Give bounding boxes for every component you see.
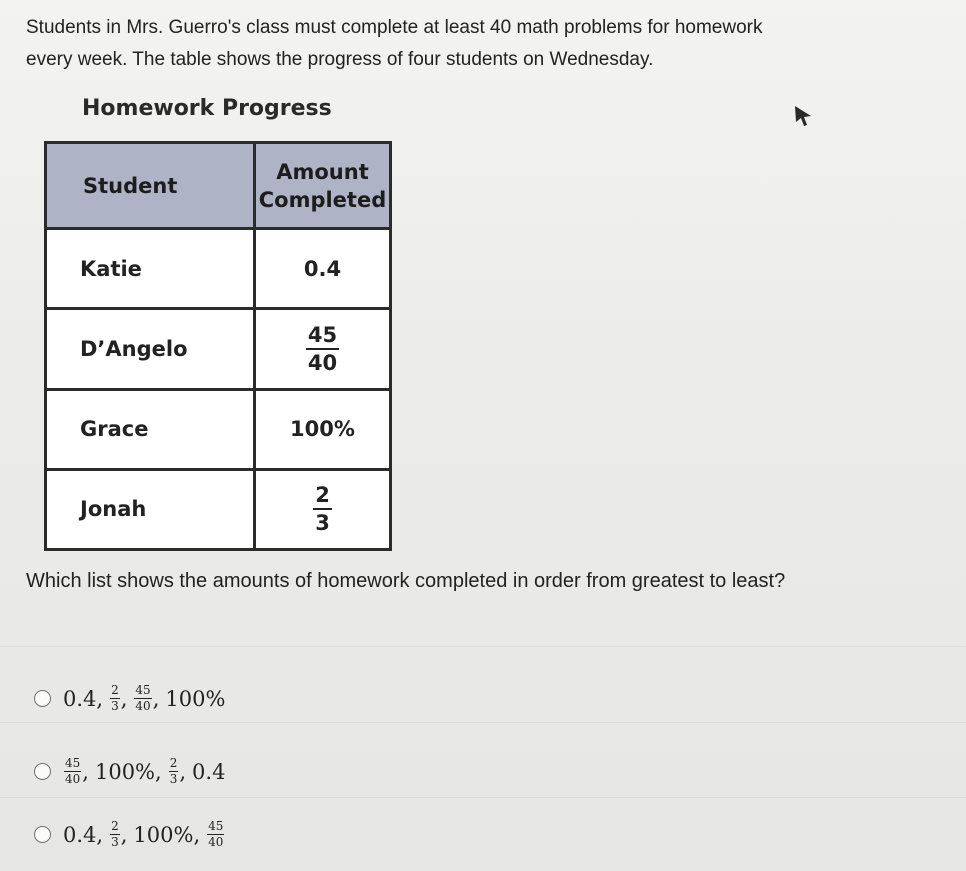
header-amount-line-1: Amount — [276, 159, 369, 184]
problem-line-2: every week. The table shows the progress of four students on Wednesday. — [26, 49, 654, 70]
amount-value: 100% — [255, 389, 391, 469]
separator: , — [82, 759, 89, 784]
fraction-numerator: 2 — [111, 683, 119, 697]
radio-circle-icon[interactable] — [34, 763, 51, 780]
option-text[interactable] — [63, 820, 225, 849]
divider — [0, 797, 966, 798]
fraction-numerator: 2 — [111, 819, 119, 833]
homework-progress-table — [44, 141, 392, 551]
option-fraction — [207, 820, 224, 849]
mouse-pointer-icon — [793, 104, 813, 130]
divider — [0, 646, 966, 647]
header-amount-completed — [255, 143, 391, 229]
fraction-denominator: 3 — [315, 511, 330, 536]
answer-option-3[interactable] — [34, 820, 225, 849]
problem-line-1: Students in Mrs. Guerro's class must complete at least 40 math problems for homework — [26, 17, 763, 38]
option-value: 100% — [133, 822, 194, 847]
option-fraction — [110, 684, 120, 713]
divider — [0, 722, 966, 723]
separator: , — [120, 686, 128, 711]
option-fraction — [134, 684, 151, 713]
option-fraction — [110, 820, 120, 849]
separator: , — [193, 822, 201, 847]
separator: , — [155, 759, 162, 784]
amount-fraction — [313, 484, 332, 534]
question-text: Which list shows the amounts of homework completed in order from greatest to least? — [26, 570, 786, 592]
table-row — [46, 229, 391, 309]
fraction-denominator: 40 — [135, 699, 151, 713]
fraction-denominator: 40 — [307, 351, 338, 376]
fraction-denominator: 40 — [208, 835, 224, 849]
option-fraction — [64, 757, 81, 786]
student-name: Jonah — [46, 469, 255, 549]
fraction-denominator: 3 — [169, 772, 178, 786]
table-header-row — [46, 143, 391, 229]
answer-option-2[interactable] — [34, 757, 225, 786]
header-amount-line-2: Completed — [258, 187, 387, 212]
student-name: Grace — [46, 389, 255, 469]
amount-value — [255, 469, 391, 549]
separator: , — [120, 822, 128, 847]
student-name: Katie — [46, 229, 255, 309]
option-value: 0.4 — [63, 822, 97, 847]
student-name: D’Angelo — [46, 309, 255, 389]
fraction-numerator: 45 — [135, 683, 151, 697]
option-value: 0.4 — [63, 686, 97, 711]
fraction-numerator: 45 — [306, 324, 339, 350]
option-fraction — [169, 757, 179, 786]
fraction-numerator: 2 — [169, 756, 178, 770]
separator: , — [96, 686, 104, 711]
problem-statement — [26, 12, 926, 76]
separator: , — [96, 822, 104, 847]
table-title: Homework Progress — [82, 96, 332, 121]
table-row — [46, 309, 391, 389]
separator: , — [179, 759, 187, 784]
fraction-denominator: 40 — [65, 772, 81, 786]
radio-circle-icon[interactable] — [34, 826, 51, 843]
header-student: Student — [46, 143, 255, 229]
amount-fraction — [306, 324, 339, 374]
amount-value — [255, 309, 391, 389]
option-text[interactable] — [63, 684, 225, 713]
fraction-numerator: 2 — [313, 484, 332, 510]
fraction-denominator: 3 — [111, 835, 119, 849]
table-row — [46, 389, 391, 469]
table-row — [46, 469, 391, 549]
option-value: 100% — [165, 686, 226, 711]
separator: , — [152, 686, 160, 711]
radio-circle-icon[interactable] — [34, 690, 51, 707]
fraction-denominator: 3 — [111, 699, 119, 713]
option-value: 0.4 — [192, 759, 226, 784]
amount-value: 0.4 — [255, 229, 391, 309]
option-value: 100% — [94, 759, 156, 784]
fraction-numerator: 45 — [208, 819, 224, 833]
answer-option-1[interactable] — [34, 684, 225, 713]
fraction-numerator: 45 — [65, 756, 81, 770]
option-text[interactable] — [63, 757, 225, 786]
